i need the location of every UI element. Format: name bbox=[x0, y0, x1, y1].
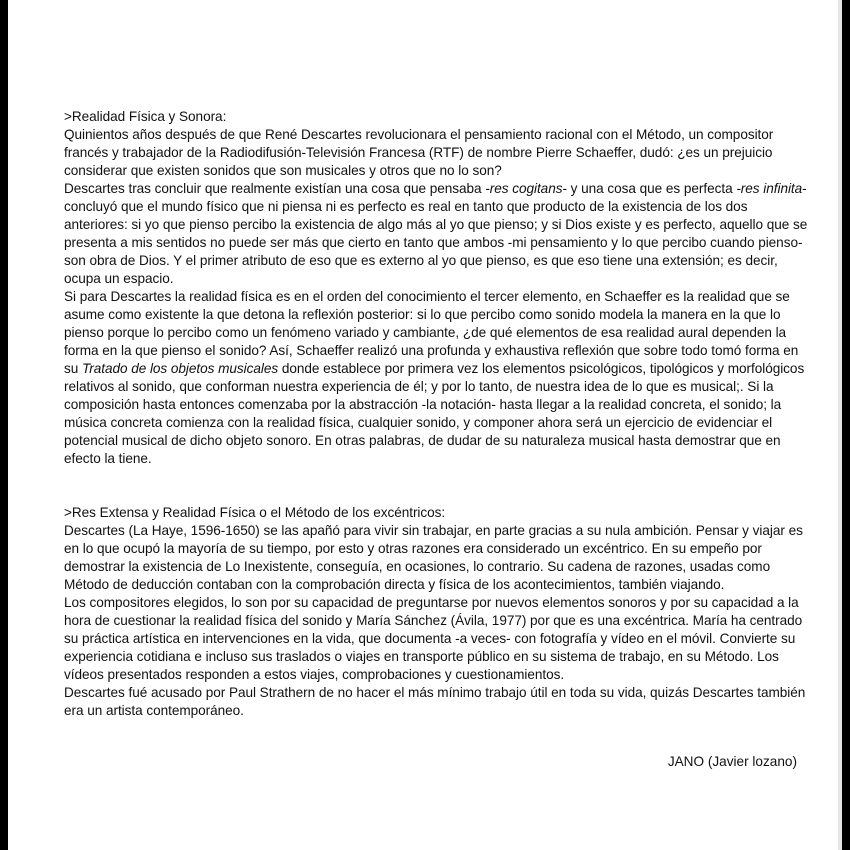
paragraph-text: Descartes tras concluir que realmente existían una cosa que pensaba bbox=[64, 181, 486, 196]
paragraph-text: Quinientos años después de que René Descartes revolucionara el pensamiento racional con el Método, un compositor francés y trabajador de la Radiodifusión-Televisión Francesa (RTF) de nombre Pierre Schaeffer, dudó: ¿es un prejuicio considerar que existen sonidos que son musicales y otros que no lo son? bbox=[64, 127, 774, 178]
section-heading: >Res Extensa y Realidad Física o el Método de los excéntricos: bbox=[64, 505, 446, 520]
document-page bbox=[8, 0, 838, 850]
section-realidad-fisica-sonora bbox=[64, 108, 814, 468]
book-title: Tratado de los objetos musicales bbox=[81, 361, 279, 376]
latin-term: -res infinita bbox=[736, 181, 803, 196]
paragraph bbox=[64, 594, 814, 684]
paragraph-text: donde establece por primera vez los elementos psicológicos, tipológicos y morfológicos relativos al sonido, que conforman nuestra experiencia de él; y por lo tanto, de nuestra idea de lo que es musical;. Si la composición hasta entonces comenzaba por la abstracción -la notación- hasta llegar a la realidad concreta, el sonido; la música concreta comienza con la realidad física, cualquier sonido, y componer ahora será un ejercicio de evidenciar el potencial musical de dicho objeto sonoro. En otras palabras, de dudar de su naturaleza musical hasta demostrar que en efecto la tiene. bbox=[64, 361, 805, 466]
paragraph-text: - y una cosa que es perfecta bbox=[562, 181, 737, 196]
document-body bbox=[64, 108, 814, 720]
section-res-extensa bbox=[64, 504, 814, 720]
paragraph-text: - concluyó que el mundo físico que ni piensa ni es perfecto es real en tanto que producto de la existencia de los dos anteriores: si yo que pienso percibo la existencia de algo más al yo que pienso; y si Dios existe y es perfecto, aquello que se presenta a mis sentidos no puede ser más que cierto en tanto que ambos -mi pensamiento y lo que percibo cuando pienso- son obra de Dios. Y el primer atributo de eso que es externo al yo que pienso, es que eso tiene una extensión; es decir, ocupa un espacio. bbox=[64, 181, 808, 286]
paragraph-text: Descartes (La Haye, 1596-1650) se las apañó para vivir sin trabajar, en parte gracias a su nula ambición. Pensar y viajar es en lo que ocupó la mayoría de su tiempo, por esto y otras razones era considerado un excéntrico. En su empeño por demostrar la existencia de Lo Inexistente, conseguía, en ocasiones, lo contrario. Su cadena de razones, usadas como Método de deducción contaban con la comprobación directa y física de los acontecimientos, también viajando. bbox=[64, 523, 803, 592]
paragraph-text: Los compositores elegidos, lo son por su capacidad de preguntarse por nuevos elementos sonoros y por su capacidad a la hora de cuestionar la realidad física del sonido y María Sánchez (Ávila, 1977) por que es una excéntrica. María ha centrado su práctica artística en intervenciones en la vida, que documenta -a veces- con fotografía y vídeo en el móvil. Convierte su experiencia cotidiana e incluso sus traslados o viajes en transporte público en su sistema de trabajo, en su Método. Los vídeos presentados responden a estos viajes, comprobaciones y cuestionamientos. bbox=[64, 595, 803, 682]
paragraph bbox=[64, 180, 814, 288]
author-signature: JANO (Javier lozano) bbox=[667, 754, 797, 769]
paragraph bbox=[64, 126, 814, 180]
section-heading: >Realidad Física y Sonora: bbox=[64, 109, 227, 124]
paragraph bbox=[64, 288, 814, 468]
latin-term: -res cogitans bbox=[485, 181, 563, 196]
paragraph bbox=[64, 684, 814, 720]
page-edge-shadow bbox=[838, 0, 842, 850]
paragraph-text: Si para Descartes la realidad física es en el orden del conocimiento el tercer elemento, en Schaeffer es la realidad que se asume como existente la que detona la reflexión posterior: si lo que percibo como sonido modela la manera en la que lo pienso porque lo percibo como un fenómeno variado y cambiante, ¿de qué elementos de esa realidad aural dependen la forma en la que pienso el sonido? Así, Schaeffer realizó una profunda y exhaustiva reflexión que sobre todo tomó forma en su bbox=[64, 289, 799, 376]
paragraph bbox=[64, 522, 814, 594]
paragraph-text: Descartes fué acusado por Paul Strathern de no hacer el más mínimo trabajo útil en toda su vida, quizás Descartes también era un artista contemporáneo. bbox=[64, 685, 806, 718]
